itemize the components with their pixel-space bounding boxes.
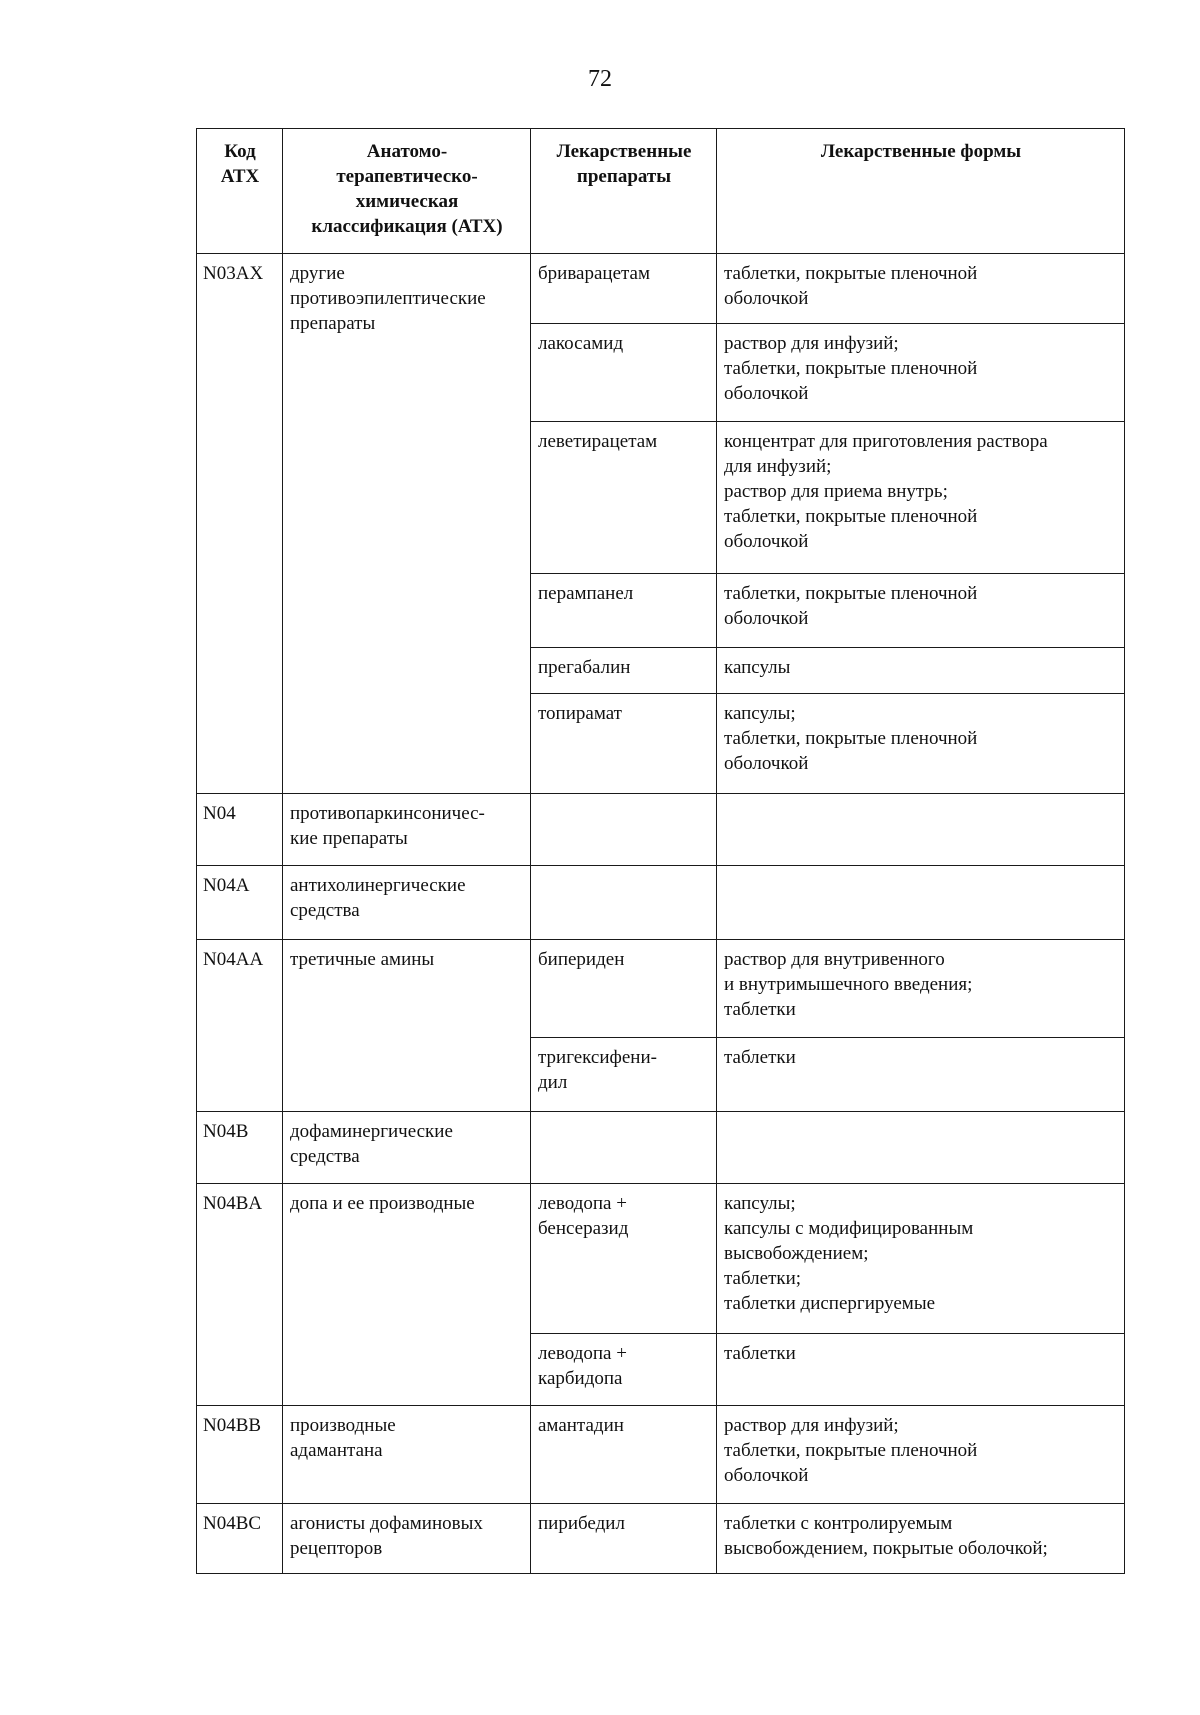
dosage-form-cell: раствор для внутривенного и внутримышечного введения; таблетки [717, 940, 1125, 1038]
drug-cell: леводопа + карбидопа [531, 1334, 717, 1406]
dosage-form-cell [717, 866, 1125, 940]
drug-cell: бипериден [531, 940, 717, 1038]
classification-cell: агонисты дофаминовых рецепторов [283, 1504, 531, 1574]
dosage-form-cell: капсулы; капсулы с модифицированным высвобождением; таблетки; таблетки диспергируемые [717, 1184, 1125, 1334]
classification-cell: допа и ее производные [283, 1184, 531, 1406]
drug-cell [531, 866, 717, 940]
drug-cell: бриварацетам [531, 254, 717, 324]
atc-code-cell: N04BB [197, 1406, 283, 1504]
drug-cell: прегабалин [531, 648, 717, 694]
dosage-form-cell: таблетки, покрытые пленочной оболочкой [717, 254, 1125, 324]
table-row [197, 866, 1125, 940]
atc-code-cell: N04 [197, 794, 283, 866]
table-row [197, 1184, 1125, 1334]
table-row [197, 1112, 1125, 1184]
table-row [197, 794, 1125, 866]
dosage-form-cell: капсулы; таблетки, покрытые пленочной оболочкой [717, 694, 1125, 794]
dosage-form-cell [717, 794, 1125, 866]
classification-cell: производные адамантана [283, 1406, 531, 1504]
header-dosage-forms: Лекарственные формы [717, 129, 1125, 254]
table-header-row [197, 129, 1125, 254]
atc-code-cell: N04AA [197, 940, 283, 1112]
drug-cell [531, 1112, 717, 1184]
drug-cell: леводопа + бенсеразид [531, 1184, 717, 1334]
atc-code-cell: N04B [197, 1112, 283, 1184]
dosage-form-cell [717, 1112, 1125, 1184]
classification-cell: третичные амины [283, 940, 531, 1112]
dosage-form-cell: концентрат для приготовления раствора для инфузий; раствор для приема внутрь; таблетки, покрытые пленочной оболочкой [717, 422, 1125, 574]
dosage-form-cell: таблетки [717, 1334, 1125, 1406]
header-drugs: Лекарственные препараты [531, 129, 717, 254]
dosage-form-cell: раствор для инфузий; таблетки, покрытые пленочной оболочкой [717, 1406, 1125, 1504]
classification-cell: дофаминергические средства [283, 1112, 531, 1184]
table-row [197, 1406, 1125, 1504]
drug-cell: пирибедил [531, 1504, 717, 1574]
dosage-form-cell: капсулы [717, 648, 1125, 694]
table-row [197, 254, 1125, 324]
page-number: 72 [588, 66, 612, 92]
atc-code-cell: N04A [197, 866, 283, 940]
drug-cell: амантадин [531, 1406, 717, 1504]
classification-cell: антихолинергические средства [283, 866, 531, 940]
drug-cell: леветирацетам [531, 422, 717, 574]
drug-cell: перампанел [531, 574, 717, 648]
atc-code-cell: N03AX [197, 254, 283, 794]
dosage-form-cell: таблетки с контролируемым высвобождением, покрытые оболочкой; [717, 1504, 1125, 1574]
drug-cell: лакосамид [531, 324, 717, 422]
header-atc-code: Код АТХ [197, 129, 283, 254]
classification-cell: противопаркинсоничес- кие препараты [283, 794, 531, 866]
classification-cell: другие противоэпилептические препараты [283, 254, 531, 794]
atc-code-cell: N04BC [197, 1504, 283, 1574]
table-row [197, 1504, 1125, 1574]
dosage-form-cell: раствор для инфузий; таблетки, покрытые пленочной оболочкой [717, 324, 1125, 422]
atc-code-cell: N04BA [197, 1184, 283, 1406]
dosage-form-cell: таблетки [717, 1038, 1125, 1112]
header-atc-classification: Анатомо- терапевтическо- химическая классификация (АТХ) [283, 129, 531, 254]
table-row [197, 940, 1125, 1038]
drug-cell [531, 794, 717, 866]
drug-cell: тригексифени- дил [531, 1038, 717, 1112]
dosage-form-cell: таблетки, покрытые пленочной оболочкой [717, 574, 1125, 648]
atc-drug-table [196, 128, 1125, 1574]
drug-cell: топирамат [531, 694, 717, 794]
